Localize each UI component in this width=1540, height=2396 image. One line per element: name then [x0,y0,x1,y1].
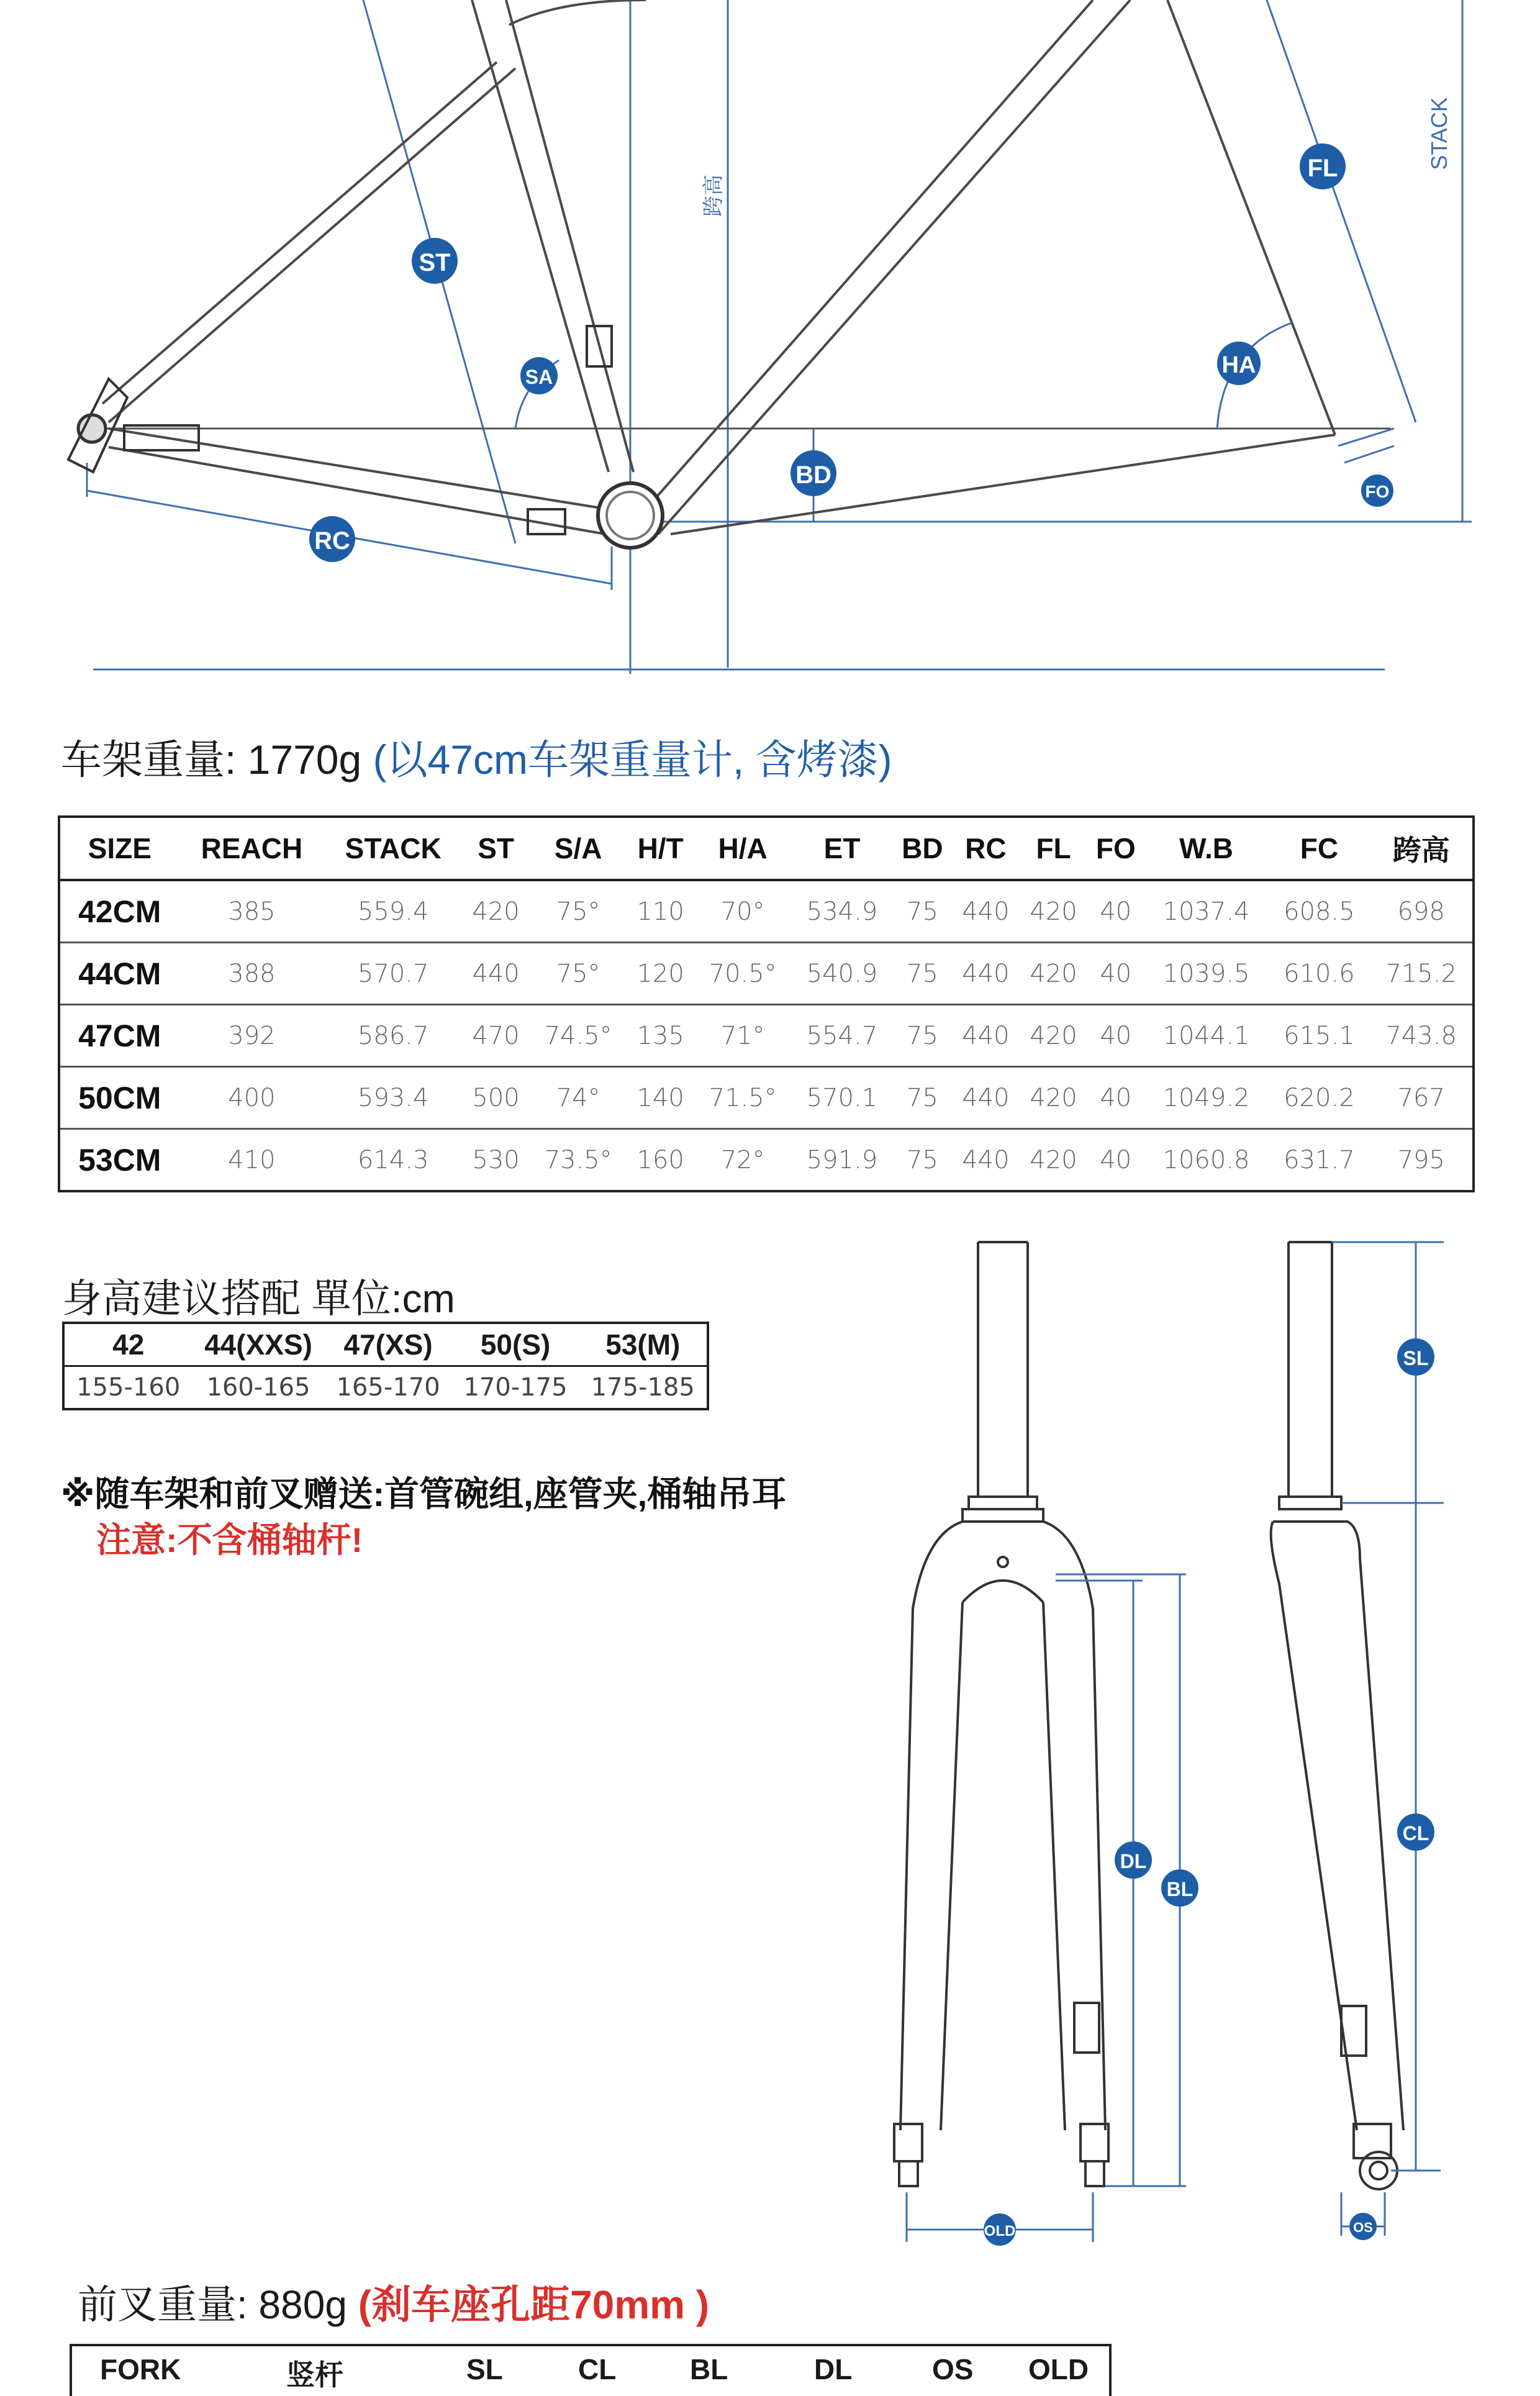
column-header: BD [893,817,952,880]
table-cell: 795 [1370,1129,1474,1192]
table-cell: 570.7 [324,943,462,1005]
table-cell: 698 [1370,880,1474,943]
column-header: FO [1087,817,1144,880]
height-size-header: 50(S) [452,1323,579,1366]
svg-text:HA: HA [1221,352,1256,378]
size-cell: 47CM [59,1005,179,1067]
column-header: RC [952,817,1020,880]
geometry-header-row [59,817,1474,880]
frame-weight [61,737,892,783]
geometry-table [58,815,1475,1192]
table-cell: 40 [1087,1067,1144,1129]
size-cell: 42CM [59,880,179,943]
height-range: 155-160 [76,1373,181,1402]
table-cell: 73.5° [530,1129,627,1192]
height-size-header: 47(XS) [325,1323,452,1366]
fork-table-header: CL [578,2353,617,2385]
fork-table-header: SL [466,2353,503,2385]
size-cell: 53CM [59,1129,179,1192]
svg-text:CL: CL [1402,1822,1429,1845]
table-cell: 71.5° [694,1067,791,1129]
height-range: 160-165 [206,1373,310,1402]
fl-label [1300,143,1346,189]
table-cell: 1044.1 [1144,1005,1268,1067]
table-cell: 74.5° [530,1005,627,1067]
column-header: H/T [627,817,694,880]
stack-label: STACK [1426,97,1452,170]
frame-weight-note: (以47cm车架重量计, 含烤漆) [373,737,892,783]
table-cell: 743.8 [1370,1005,1474,1067]
sa-label [520,357,558,394]
column-header: 跨高 [1370,817,1474,880]
table-cell: 608.5 [1269,880,1370,943]
frame-weight-label: 车架重量: 1770g [61,737,362,783]
table-cell: 400 [179,1067,325,1129]
fork-front-diagram [869,1236,1217,2261]
table-row [59,880,1474,943]
column-header: SIZE [59,817,179,880]
svg-text:ST: ST [419,249,451,276]
table-row [59,1129,1474,1192]
table-cell: 554.7 [791,1005,893,1067]
table-cell: 767 [1370,1067,1474,1129]
fork-weight-label: 前叉重量: 880g [78,2282,347,2327]
column-header: FC [1269,817,1370,880]
table-cell: 40 [1087,943,1144,1005]
table-cell: 140 [627,1067,694,1129]
svg-text:FL: FL [1307,155,1338,182]
table-cell: 440 [462,943,530,1005]
table-cell: 75 [893,1005,952,1067]
table-cell: 420 [1020,1129,1087,1192]
fork-table-header: OLD [1028,2353,1089,2385]
table-cell: 75 [893,880,952,943]
table-cell: 75 [893,943,952,1005]
column-header: S/A [530,817,627,880]
table-cell: 420 [462,880,530,943]
sl-label [1397,1338,1434,1376]
svg-text:SA: SA [525,366,553,388]
kuagao-label: 跨高 [701,175,726,217]
table-cell: 440 [952,943,1020,1005]
table-cell: 610.6 [1269,943,1370,1005]
table-cell: 70° [694,880,791,943]
table-cell: 620.2 [1269,1067,1370,1129]
table-cell: 420 [1020,1067,1087,1129]
table-cell: 440 [952,1005,1020,1067]
table-cell: 534.9 [791,880,893,943]
table-cell: 75 [893,1067,952,1129]
fork-weight-note: (刹车座孔距70mm ) [358,2282,710,2327]
table-cell: 70.5° [694,943,791,1005]
table-cell: 75° [530,943,627,1005]
table-cell: 559.4 [324,880,462,943]
column-header: STACK [324,817,462,880]
table-cell: 420 [1020,943,1087,1005]
table-cell: 470 [462,1005,530,1067]
table-cell: 570.1 [791,1067,893,1129]
table-cell: 160 [627,1129,694,1192]
table-cell: 715.2 [1370,943,1474,1005]
height-table [62,1322,709,1410]
table-row [59,1067,1474,1129]
table-cell: 72° [694,1129,791,1192]
ha-label [1217,342,1261,385]
table-cell: 410 [179,1129,325,1192]
table-cell: 110 [627,880,694,943]
bd-label [790,450,836,496]
svg-text:RC: RC [314,527,350,555]
column-header: FL [1020,817,1087,880]
table-cell: 388 [179,943,325,1005]
table-cell: 500 [462,1067,530,1129]
warning-note: 注意:不含桶轴杆! [96,1520,363,1559]
fork-table-header: DL [814,2353,853,2385]
bl-label [1161,1869,1198,1907]
fo-label [1361,474,1393,507]
table-cell: 593.4 [324,1067,462,1129]
svg-text:BL: BL [1166,1878,1194,1900]
old-label [984,2213,1016,2246]
column-header: H/A [694,817,791,880]
column-header: ET [791,817,893,880]
fork-side-diagram [1261,1236,1509,2261]
gift-note: ※随车架和前叉赠送:首管碗组,座管夹,桶轴吊耳 [61,1474,787,1513]
table-cell: 614.3 [324,1129,462,1192]
height-recommendation-title: 身高建议搭配 單位:cm [62,1276,455,1321]
table-cell: 40 [1087,1005,1144,1067]
table-cell: 1060.8 [1144,1129,1268,1192]
table-cell: 586.7 [324,1005,462,1067]
table-cell: 440 [952,1067,1020,1129]
height-header-row [63,1323,708,1366]
fork-table-header: OS [932,2353,974,2385]
table-cell: 74° [530,1067,627,1129]
height-size-header: 42 [63,1323,192,1366]
svg-text:OLD: OLD [984,2223,1016,2239]
fork-table-header: 竖杆 [286,2359,343,2391]
table-row [59,1005,1474,1067]
table-cell: 1039.5 [1144,943,1268,1005]
fork-table [70,2344,1112,2396]
table-cell: 420 [1020,1005,1087,1067]
table-cell: 440 [952,880,1020,943]
table-cell: 440 [952,1129,1020,1192]
table-cell: 540.9 [791,943,893,1005]
svg-text:BD: BD [795,461,831,489]
table-cell: 420 [1020,880,1087,943]
fork-weight [78,2273,709,2330]
svg-text:SL: SL [1403,1347,1429,1369]
height-range: 170-175 [463,1373,568,1402]
svg-text:FO: FO [1365,482,1390,501]
height-range: 165-170 [336,1373,440,1402]
table-cell: 385 [179,880,325,943]
table-cell: 392 [179,1005,325,1067]
table-cell: 40 [1087,1129,1144,1192]
table-cell: 71° [694,1005,791,1067]
table-row [59,943,1474,1005]
table-cell: 135 [627,1005,694,1067]
column-header: REACH [179,817,325,880]
table-cell: 75 [893,1129,952,1192]
column-header: ST [462,817,530,880]
fork-table-header: BL [690,2353,728,2385]
height-value-row [63,1366,708,1410]
os-label [1349,2213,1377,2240]
svg-text:DL: DL [1120,1850,1147,1872]
height-size-header: 44(XXS) [192,1323,324,1366]
height-range: 175-185 [591,1373,695,1402]
table-cell: 40 [1087,880,1144,943]
table-cell: 631.7 [1269,1129,1370,1192]
fork-table-header: FORK [100,2353,181,2385]
size-cell: 50CM [59,1067,179,1129]
table-cell: 1037.4 [1144,880,1268,943]
height-size-header: 53(M) [579,1323,708,1366]
cl-label [1397,1813,1434,1851]
st-label [412,238,458,284]
table-cell: 530 [462,1129,530,1192]
frame-geometry-diagram [0,0,1540,702]
dl-label [1115,1841,1152,1879]
svg-text:OS: OS [1353,2220,1373,2235]
table-cell: 75° [530,880,627,943]
rc-label [309,516,355,562]
table-cell: 120 [627,943,694,1005]
table-cell: 591.9 [791,1129,893,1192]
table-cell: 615.1 [1269,1005,1370,1067]
size-cell: 44CM [59,943,179,1005]
table-cell: 1049.2 [1144,1067,1268,1129]
column-header: W.B [1144,817,1268,880]
